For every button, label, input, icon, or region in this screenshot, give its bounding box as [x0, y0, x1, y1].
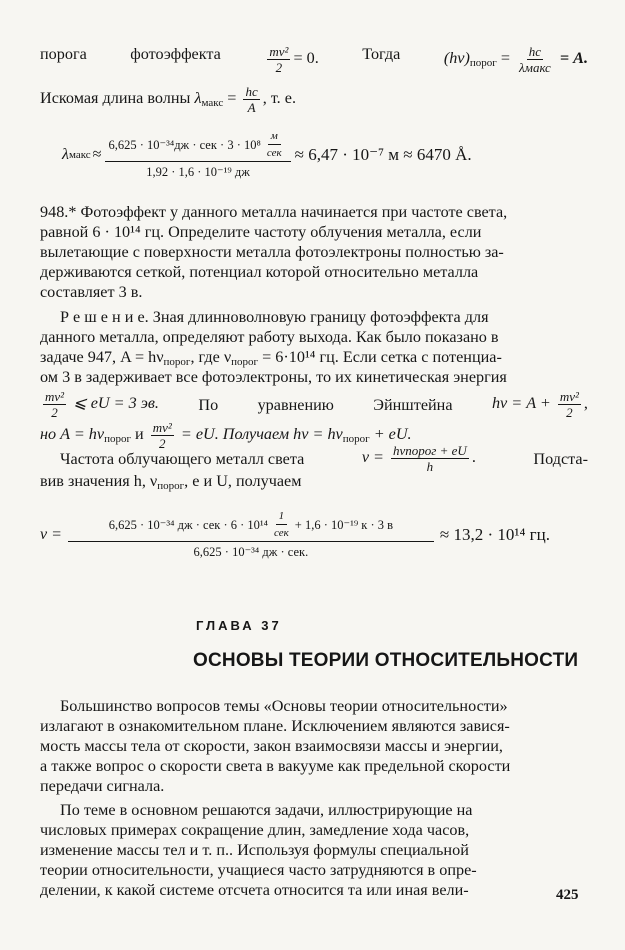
solution-energy-line: $\frac{\text{mv²}}{2}$ ⩽ eU = 3 эв. По уравнению Эйнштейна hν = A + $\frac{\text{mv²}}{2}$ , — [45, 389, 588, 420]
problem-948-line: 948.* Фотоэффект у данного металла начинается при частоте света, — [40, 203, 508, 221]
paragraph-line: передачи сигнала. — [40, 777, 165, 795]
frequency-line: Частота облучающего металл света ν = $\frac{\text{hνпорог + eU}}{h}$ . Подста- — [60, 443, 588, 474]
solution-line: ом 3 в задерживает все фотоэлектроны, то их кинетическая энергия — [40, 368, 507, 386]
text-line-threshold: порога фотоэффекта $\frac{\text{mv²}}{2}$ = 0. Тогда $(h\nu)_{порог}$ = $\frac{hc}{\text{λмакс}}$ = A. — [40, 44, 588, 75]
text-line-wavelength: Искомая длина волны $\lambda_{макс}$ = $\frac{hc}{A}$ , т. е. — [40, 84, 297, 115]
paragraph-line: числовых примерах сокращение длин, замедление хода часов, — [40, 821, 470, 839]
paragraph-line: мость массы тела от скорости, закон взаимосвязи массы и энергии, — [40, 737, 503, 755]
paragraph-line: Большинство вопросов темы «Основы теории относительности» — [60, 697, 508, 715]
problem-948-line: равной 6 · 10¹⁴ гц. Определите частоту облучения металла, если — [40, 223, 482, 241]
formula-lambda-fraction: 6,625 · 10⁻³⁴дж · сек · 3 · 10⁸ $\frac{м}{\text{сек}}$ 1,92 · 1,6 · 10⁻¹⁹ дж — [105, 130, 290, 180]
fraction-hc-over-A: $\frac{hc}{A}$ — [245, 84, 258, 115]
paragraph-line: делении, к какой системе отсчета относится та или иная вели- — [40, 881, 469, 899]
word: фотоэффекта — [130, 45, 221, 63]
page-number: 425 — [556, 887, 579, 903]
word: Тогда — [362, 45, 401, 63]
paragraph-line: излагают в ознакомительном плане. Исключением являются завися- — [40, 717, 510, 735]
frequency-line: вив значения h, $\nu_{порог}$, e и U, получаем — [40, 472, 302, 492]
chapter-label: ГЛАВА 37 — [196, 618, 282, 633]
paragraph-line: теории относительности, учащиеся часто затрудняются в опре- — [40, 861, 477, 879]
formula-lambda-max: λ макс ≈ 6,625 · 10⁻³⁴дж · сек · 3 · 10⁸ $\frac{м}{\text{сек}}$ 1,92 · 1,6 · 10⁻¹⁹ дж ≈ 6,47 · 10⁻⁷ м ≈ 6470 Å. — [62, 130, 472, 179]
paragraph-line: а также вопрос о скорости света в вакууме как предельной скорости — [40, 757, 511, 775]
solution-line: данного металла, определяют работу выхода. Как было показано в — [40, 328, 499, 346]
formula-frequency: ν = 6,625 · 10⁻³⁴ дж · сек · 6 · 10¹⁴ $\frac{1}{\text{сек}}$ + 1,6 · 10⁻¹⁹ к · 3 в 6,625 · 10⁻³⁴ дж · сек. ≈ 13,2 · 10¹⁴ гц. — [40, 510, 550, 559]
fraction-mv2-over-2: $\frac{\text{mv²}}{2}$ — [269, 44, 289, 75]
chapter-title: ОСНОВЫ ТЕОРИИ ОТНОСИТЕЛЬНОСТИ — [193, 650, 579, 671]
paragraph-line: изменение массы тел и т. п.. Используя формулы специальной — [40, 841, 469, 859]
fraction-hc-over-lambda: $\frac{hc}{\text{λмакс}}$ — [519, 44, 551, 75]
problem-948-line: вылетающие с поверхности металла фотоэлектроны полностью за- — [40, 243, 504, 261]
paragraph-line: По теме в основном решаются задачи, иллюстрирующие на — [60, 801, 473, 819]
solution-line: Р е ш е н и е. Зная длинноволновую границу фотоэффекта для — [60, 308, 489, 326]
formula-frequency-fraction: 6,625 · 10⁻³⁴ дж · сек · 6 · 10¹⁴ $\frac{1}{\text{сек}}$ + 1,6 · 10⁻¹⁹ к · 3 в 6,625 · 10⁻³⁴ дж · сек. — [66, 510, 436, 560]
word: порога — [40, 45, 87, 63]
solution-line: задаче 947, $A = h\nu_{порог}$, где $\nu_{порог} = 6\cdot 10^{14}$ гц. Если сетка с потенциа- — [40, 348, 502, 368]
solution-result-line: но $A = h\nu_{порог}$ и $\frac{\text{mv²}}{2}$ = eU. Получаем $h\nu = h\nu_{порог}$ + eU. — [40, 420, 412, 451]
problem-948-line: составляет 3 в. — [40, 283, 143, 301]
problem-948-line: держиваются сеткой, потенциал которой относительно металла — [40, 263, 479, 281]
